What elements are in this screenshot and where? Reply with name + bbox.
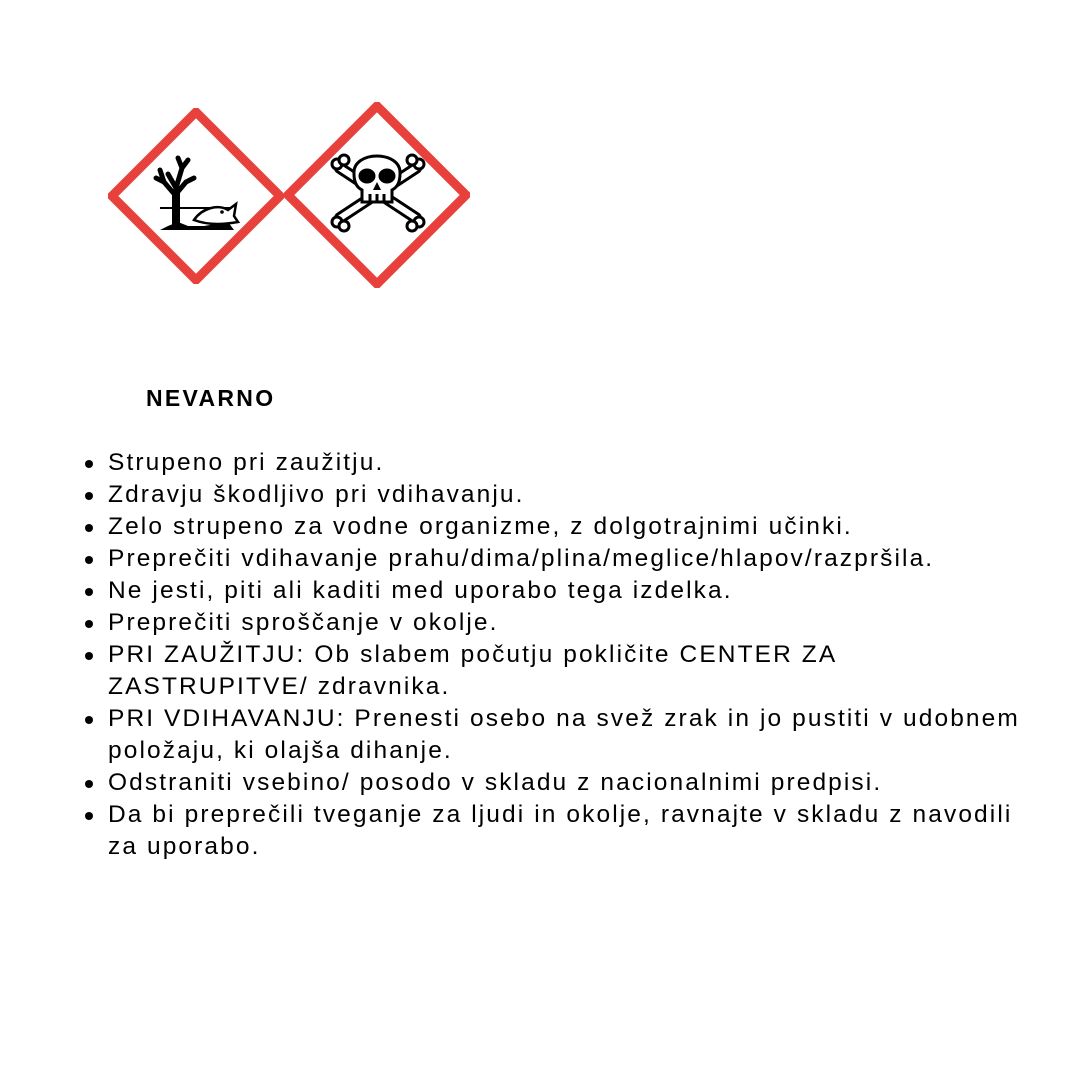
list-item: Preprečiti vdihavanje prahu/dima/plina/meglice/hlapov/razpršila.: [82, 543, 1042, 575]
signal-word: NEVARNO: [146, 385, 276, 411]
list-item: PRI VDIHAVANJU: Prenesti osebo na svež zrak in jo pustiti v udobnem položaju, ki olajša dihanje.: [82, 703, 1042, 767]
skull-crossbones-icon: [284, 102, 470, 288]
list-item: Preprečiti sproščanje v okolje.: [82, 607, 1042, 639]
list-item: PRI ZAUŽITJU: Ob slabem počutju pokličite CENTER ZA ZASTRUPITVE/ zdravnika.: [82, 639, 1042, 703]
list-item: Strupeno pri zaužitju.: [82, 447, 1042, 479]
list-item: Ne jesti, piti ali kaditi med uporabo tega izdelka.: [82, 575, 1042, 607]
hazard-statements-list: [82, 447, 1042, 863]
hazard-pictograms: [108, 102, 470, 290]
environment-hazard-icon: [108, 108, 284, 284]
list-item: Zdravju škodljivo pri vdihavanju.: [82, 479, 1042, 511]
list-item: Zelo strupeno za vodne organizme, z dolgotrajnimi učinki.: [82, 511, 1042, 543]
list-item: Da bi preprečili tveganje za ljudi in okolje, ravnajte v skladu z navodili za uporabo.: [82, 799, 1042, 863]
list-item: Odstraniti vsebino/ posodo v skladu z nacionalnimi predpisi.: [82, 767, 1042, 799]
